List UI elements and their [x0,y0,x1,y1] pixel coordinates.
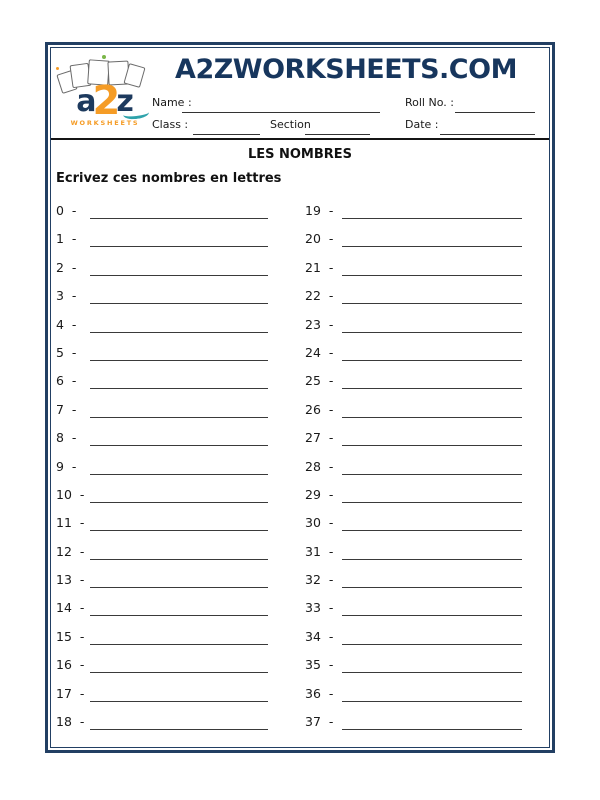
right-number-label: 23 - [305,316,334,332]
name-blank-line [182,96,380,113]
number-row [51,228,549,256]
number-row [51,314,549,342]
right-answer-line [342,542,522,560]
number-row [51,569,549,597]
number-row [51,541,549,569]
left-answer-line [90,258,268,276]
right-number-label: 22 - [305,288,334,304]
left-number-label: 1 - [56,231,77,247]
logo-subtext: WORKSHEETS [70,119,140,127]
left-number-label: 13 - [56,572,85,588]
right-answer-line [342,598,522,616]
logo-dot-icon [56,67,59,70]
right-answer-line [342,570,522,588]
right-number-label: 21 - [305,259,334,275]
right-answer-line [342,655,522,673]
left-answer-line [90,315,268,333]
a2z-logo [57,58,153,134]
right-answer-line [342,258,522,276]
number-row [51,399,549,427]
left-number-label: 12 - [56,543,85,559]
left-number-label: 18 - [56,714,85,730]
right-number-label: 28 - [305,458,334,474]
right-answer-line [342,513,522,531]
left-answer-line [90,542,268,560]
left-number-label: 9 - [56,458,77,474]
right-number-label: 24 - [305,344,334,360]
logo-letter-z: z [116,84,134,119]
right-number-label: 36 - [305,685,334,701]
left-number-label: 11 - [56,515,85,531]
right-answer-line [342,684,522,702]
left-answer-line [90,201,268,219]
right-number-label: 20 - [305,231,334,247]
number-row [51,597,549,625]
left-answer-line [90,513,268,531]
left-answer-line [90,684,268,702]
right-number-label: 32 - [305,572,334,588]
number-row [51,626,549,654]
number-row [51,484,549,512]
date-blank-line [440,118,535,135]
number-row [51,342,549,370]
right-answer-line [342,201,522,219]
right-number-label: 33 - [305,600,334,616]
right-number-label: 34 - [305,628,334,644]
worksheet-instruction: Ecrivez ces nombres en lettres [56,171,282,186]
class-blank-line [193,118,260,135]
left-number-label: 6 - [56,373,77,389]
number-rows [51,200,549,739]
right-number-label: 25 - [305,373,334,389]
left-answer-line [90,627,268,645]
left-answer-line [90,400,268,418]
left-number-label: 17 - [56,685,85,701]
left-number-label: 14 - [56,600,85,616]
left-answer-line [90,598,268,616]
logo-letter-a: a [76,84,97,119]
number-row [51,456,549,484]
left-number-label: 8 - [56,430,77,446]
right-number-label: 29 - [305,486,334,502]
left-answer-line [90,229,268,247]
right-number-label: 19 - [305,203,334,218]
number-row [51,654,549,682]
right-number-label: 35 - [305,657,334,673]
name-label: Name : [152,96,192,109]
left-number-label: 5 - [56,344,77,360]
right-answer-line [342,343,522,361]
date-label: Date : [405,118,439,131]
left-number-label: 0 - [56,203,77,218]
left-answer-line [90,712,268,730]
number-row [51,200,549,228]
left-answer-line [90,570,268,588]
sheet-outer-frame [45,42,555,753]
left-answer-line [90,286,268,304]
right-answer-line [342,485,522,503]
left-answer-line [90,457,268,475]
right-answer-line [342,457,522,475]
right-answer-line [342,229,522,247]
left-answer-line [90,485,268,503]
number-row [51,427,549,455]
left-number-label: 4 - [56,316,77,332]
right-answer-line [342,286,522,304]
left-answer-line [90,655,268,673]
left-number-label: 16 - [56,657,85,673]
right-answer-line [342,400,522,418]
right-number-label: 26 - [305,401,334,417]
header [51,48,549,140]
worksheet-title: LES NOMBRES [247,147,353,162]
logo-letter-2: 2 [92,78,121,124]
roll-label: Roll No. : [405,96,454,109]
right-number-label: 31 - [305,543,334,559]
left-number-label: 7 - [56,401,77,417]
left-number-label: 3 - [56,288,77,304]
class-label: Class : [152,118,189,131]
logo-dot-icon [102,55,106,59]
right-answer-line [342,712,522,730]
left-number-label: 15 - [56,628,85,644]
number-row [51,370,549,398]
left-number-label: 2 - [56,259,77,275]
left-answer-line [90,343,268,361]
site-title: A2ZWORKSHEETS.COM [175,54,517,85]
number-row [51,257,549,285]
left-number-label: 10 - [56,486,85,502]
right-answer-line [342,627,522,645]
right-number-label: 37 - [305,714,334,730]
number-row [51,512,549,540]
left-answer-line [90,371,268,389]
sheet-inner-frame [50,47,550,748]
right-number-label: 27 - [305,430,334,446]
right-number-label: 30 - [305,515,334,531]
roll-blank-line [455,96,535,113]
number-row [51,285,549,313]
number-row [51,683,549,711]
section-blank-line [305,118,370,135]
right-answer-line [342,371,522,389]
right-answer-line [342,428,522,446]
number-row [51,711,549,739]
left-answer-line [90,428,268,446]
right-answer-line [342,315,522,333]
section-label: Section [270,118,311,131]
